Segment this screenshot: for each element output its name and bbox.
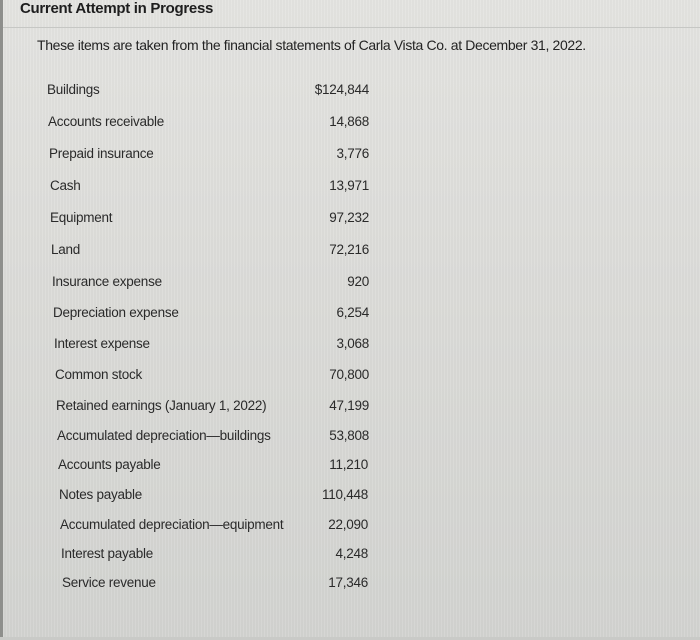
list-item-service-revenue [62, 575, 402, 595]
left-border [0, 0, 3, 640]
item-amount: 920 [347, 274, 369, 289]
item-amount: 4,248 [335, 546, 368, 561]
item-label: Common stock [55, 367, 143, 382]
list-item-retained-earnings [56, 398, 396, 418]
item-label: Depreciation expense [53, 305, 179, 320]
item-label: Interest payable [61, 546, 154, 561]
item-label: Equipment [50, 210, 113, 225]
item-label: Accumulated depreciation—buildings [57, 428, 271, 443]
item-amount: 53,808 [329, 428, 369, 443]
item-amount: 22,090 [328, 517, 368, 532]
item-amount: 70,800 [329, 367, 369, 382]
list-item-accounts-payable [58, 457, 398, 477]
item-label: Notes payable [59, 487, 143, 502]
item-amount: 97,232 [329, 210, 369, 225]
list-item-cash [50, 178, 390, 198]
list-item-insurance-expense [52, 274, 392, 294]
item-label: Retained earnings (January 1, 2022) [56, 398, 267, 413]
item-label: Insurance expense [52, 274, 162, 289]
item-label: Accumulated depreciation—equipment [60, 517, 284, 532]
header-divider [3, 27, 700, 28]
item-label: Accounts receivable [48, 114, 165, 129]
item-amount: 13,971 [329, 178, 369, 193]
list-item-accumulated-depreciation-equipment [60, 517, 400, 537]
item-label: Service revenue [62, 575, 156, 590]
item-amount: 47,199 [329, 398, 369, 413]
item-label: Land [51, 242, 81, 257]
item-label: Interest expense [54, 336, 150, 351]
list-item-accounts-receivable [48, 114, 388, 134]
item-amount: 14,868 [329, 114, 369, 129]
list-item-land [51, 242, 391, 262]
item-label: Accounts payable [58, 457, 161, 472]
item-amount: 11,210 [329, 457, 368, 472]
list-item-buildings [47, 82, 387, 102]
item-amount: 3,776 [336, 146, 369, 161]
item-amount: 17,346 [328, 575, 368, 590]
list-item-interest-expense [54, 336, 394, 356]
item-amount: $124,844 [314, 82, 369, 97]
list-item-prepaid-insurance [49, 146, 389, 166]
item-amount: 110,448 [321, 487, 368, 502]
item-label: Cash [50, 178, 81, 193]
list-item-common-stock [55, 367, 395, 387]
item-amount: 72,216 [329, 242, 369, 257]
question-intro: These items are taken from the financial statements of Carla Vista Co. at December 31, 2022. [37, 37, 586, 53]
list-item-interest-payable [61, 546, 401, 566]
item-amount: 3,068 [336, 336, 369, 351]
list-item-accumulated-depreciation-buildings [57, 428, 397, 448]
item-amount: 6,254 [336, 305, 369, 320]
list-item-notes-payable [59, 487, 399, 507]
item-label: Buildings [47, 82, 100, 97]
list-item-equipment [50, 210, 390, 230]
item-label: Prepaid insurance [49, 146, 154, 161]
list-item-depreciation-expense [53, 305, 393, 325]
attempt-status-title: Current Attempt in Progress [20, 0, 214, 17]
